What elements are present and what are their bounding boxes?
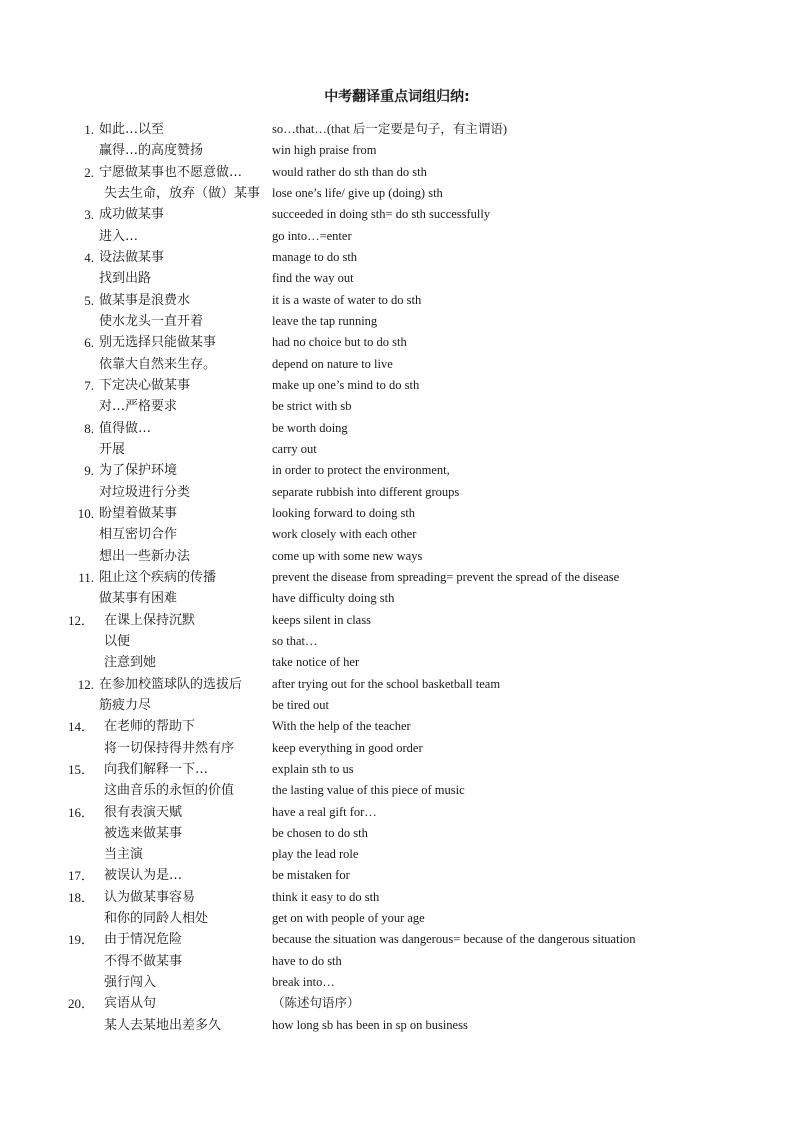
- chinese-phrase: 和你的同龄人相处: [104, 911, 209, 927]
- english-translation: have to do sth: [272, 953, 342, 968]
- phrase-row: [0, 418, 794, 439]
- english-translation: be mistaken for: [272, 868, 350, 883]
- english-translation: depend on nature to live: [272, 356, 393, 371]
- chinese-phrase: 某人去某地出差多久: [104, 1017, 222, 1033]
- phrase-row: [0, 567, 794, 588]
- english-translation: explain sth to us: [272, 761, 354, 776]
- english-translation: win high praise from: [272, 143, 377, 158]
- phrase-row: [0, 674, 794, 695]
- english-translation: carry out: [272, 441, 317, 456]
- chinese-phrase: 别无选择只能做某事: [99, 335, 217, 351]
- chinese-phrase: 使水龙头一直开着: [99, 313, 204, 329]
- english-translation: come up with some new ways: [272, 548, 423, 563]
- chinese-phrase: 将一切保持得井然有序: [104, 740, 235, 756]
- item-number: 2.: [84, 164, 94, 180]
- chinese-phrase: 筋疲力尽: [99, 697, 152, 713]
- item-number: 10.: [77, 505, 94, 521]
- chinese-phrase: 值得做…: [99, 420, 152, 436]
- chinese-phrase: 认为做某事容易: [104, 889, 196, 905]
- phrase-row: [0, 439, 794, 460]
- phrase-row: [0, 780, 794, 801]
- item-number: 20．: [67, 996, 94, 1012]
- item-number: 12．: [67, 612, 94, 628]
- phrase-row: [0, 802, 794, 823]
- chinese-phrase: 阻止这个疾病的传播: [99, 569, 217, 585]
- english-translation: （陈述句语序）: [272, 996, 360, 1011]
- english-translation: succeeded in doing sth= do sth successfully: [272, 207, 491, 222]
- chinese-phrase: 依靠大自然来生存。: [99, 356, 217, 372]
- item-number: 7.: [84, 377, 94, 393]
- chinese-phrase: 成功做某事: [99, 207, 165, 223]
- chinese-phrase: 强行闯入: [104, 975, 157, 991]
- english-translation: manage to do sth: [272, 249, 358, 264]
- english-translation: so that…: [272, 633, 318, 648]
- phrase-row: [0, 162, 794, 183]
- phrase-row: [0, 865, 794, 886]
- phrase-row: [0, 140, 794, 161]
- chinese-phrase: 为了保护环境: [99, 463, 178, 479]
- chinese-phrase: 盼望着做某事: [99, 505, 178, 521]
- phrase-row: [0, 460, 794, 481]
- chinese-phrase: 由于情况危险: [104, 932, 183, 948]
- phrase-row: [0, 908, 794, 929]
- chinese-phrase: 设法做某事: [99, 249, 165, 265]
- phrase-row: [0, 311, 794, 332]
- phrase-row: [0, 247, 794, 268]
- phrase-row: [0, 588, 794, 609]
- english-translation: break into…: [272, 975, 335, 990]
- phrase-row: [0, 972, 794, 993]
- english-translation: separate rubbish into different groups: [272, 484, 460, 499]
- chinese-phrase: 失去生命，放弃（做）某事: [104, 185, 261, 201]
- item-number: 14．: [67, 719, 94, 735]
- chinese-phrase: 这曲音乐的永恒的价值: [104, 783, 235, 799]
- phrase-row: [0, 929, 794, 950]
- english-translation: find the way out: [272, 271, 354, 286]
- chinese-phrase: 被选来做某事: [104, 825, 183, 841]
- phrase-row: [0, 204, 794, 225]
- phrase-row: [0, 993, 794, 1014]
- english-translation: had no choice but to do sth: [272, 335, 407, 350]
- chinese-phrase: 做某事是浪费水: [99, 292, 191, 308]
- english-translation: With the help of the teacher: [272, 719, 411, 734]
- phrase-row: [0, 716, 794, 737]
- page-title: 中考翻译重点词组归纳:: [324, 89, 470, 105]
- item-number: 5.: [84, 292, 94, 308]
- chinese-phrase: 向我们解释一下…: [104, 761, 209, 777]
- chinese-phrase: 进入…: [99, 228, 139, 244]
- english-translation: go into…=enter: [272, 228, 352, 243]
- phrase-row: [0, 844, 794, 865]
- phrase-row: [0, 332, 794, 353]
- phrase-row: [0, 375, 794, 396]
- english-translation: because the situation was dangerous= because of the dangerous situation: [272, 932, 636, 947]
- chinese-phrase: 宾语从句: [104, 996, 157, 1012]
- phrase-row: [0, 119, 794, 140]
- chinese-phrase: 宁愿做某事也不愿意做…: [99, 164, 243, 180]
- phrase-row: [0, 268, 794, 289]
- english-translation: lose one’s life/ give up (doing) sth: [272, 185, 443, 200]
- phrase-row: [0, 524, 794, 545]
- english-translation: after trying out for the school basketball team: [272, 676, 501, 691]
- chinese-phrase: 当主演: [104, 847, 144, 863]
- english-translation: in order to protect the environment,: [272, 463, 450, 478]
- english-translation: looking forward to doing sth: [272, 505, 416, 520]
- chinese-phrase: 被误认为是…: [104, 868, 183, 884]
- phrase-row: [0, 354, 794, 375]
- phrase-row: [0, 887, 794, 908]
- chinese-phrase: 在老师的帮助下: [104, 719, 196, 735]
- phrase-row: [0, 652, 794, 673]
- chinese-phrase: 下定决心做某事: [99, 377, 191, 393]
- phrase-row: [0, 1015, 794, 1036]
- item-number: 15．: [67, 761, 94, 777]
- english-translation: have difficulty doing sth: [272, 591, 395, 606]
- english-translation: prevent the disease from spreading= prevent the spread of the disease: [272, 569, 620, 584]
- english-translation: take notice of her: [272, 655, 360, 670]
- phrase-row: [0, 631, 794, 652]
- phrase-row: [0, 482, 794, 503]
- chinese-phrase: 以便: [104, 633, 131, 649]
- item-number: 1.: [84, 122, 94, 137]
- phrase-row: [0, 951, 794, 972]
- english-translation: how long sb has been in sp on business: [272, 1017, 468, 1032]
- phrase-row: [0, 610, 794, 631]
- english-translation: it is a waste of water to do sth: [272, 292, 422, 307]
- chinese-phrase: 赢得…的高度赞扬: [99, 143, 204, 159]
- english-translation: keep everything in good order: [272, 740, 423, 755]
- chinese-phrase: 开展: [99, 441, 126, 457]
- english-translation: have a real gift for…: [272, 804, 377, 819]
- phrase-row: [0, 290, 794, 311]
- chinese-phrase: 很有表演天赋: [104, 804, 183, 820]
- chinese-phrase: 如此…以至: [99, 122, 165, 137]
- item-number: 4.: [84, 249, 94, 265]
- phrase-row: [0, 226, 794, 247]
- english-translation: work closely with each other: [272, 527, 417, 542]
- phrase-row: [0, 759, 794, 780]
- item-number: 17．: [67, 868, 94, 884]
- chinese-phrase: 想出一些新办法: [99, 548, 191, 564]
- english-translation: the lasting value of this piece of music: [272, 783, 465, 798]
- chinese-phrase: 注意到她: [104, 655, 157, 671]
- english-translation: leave the tap running: [272, 313, 378, 328]
- english-translation: be tired out: [272, 697, 329, 712]
- phrase-row: [0, 503, 794, 524]
- phrase-list: [0, 119, 794, 1036]
- chinese-phrase: 在课上保持沉默: [104, 612, 196, 628]
- chinese-phrase: 在参加校篮球队的选拔后: [99, 676, 243, 692]
- phrase-row: [0, 738, 794, 759]
- english-translation: be strict with sb: [272, 399, 352, 414]
- chinese-phrase: 对垃圾进行分类: [99, 484, 191, 500]
- english-translation: would rather do sth than do sth: [272, 164, 427, 179]
- phrase-row: [0, 546, 794, 567]
- item-number: 3.: [84, 207, 94, 223]
- english-translation: think it easy to do sth: [272, 889, 380, 904]
- phrase-row: [0, 183, 794, 204]
- item-number: 16．: [67, 804, 94, 820]
- chinese-phrase: 做某事有困难: [99, 591, 178, 607]
- english-translation: be worth doing: [272, 420, 348, 435]
- english-translation: be chosen to do sth: [272, 825, 368, 840]
- english-translation: play the lead role: [272, 847, 359, 862]
- english-translation: get on with people of your age: [272, 911, 425, 926]
- chinese-phrase: 相互密切合作: [99, 527, 178, 543]
- item-number: 11.: [78, 569, 94, 585]
- item-number: 12.: [77, 676, 94, 692]
- chinese-phrase: 对…严格要求: [99, 399, 178, 415]
- item-number: 19．: [67, 932, 94, 948]
- chinese-phrase: 找到出路: [99, 271, 152, 287]
- chinese-phrase: 不得不做某事: [104, 953, 183, 969]
- english-translation: so…that…(that 后一定要是句子，有主谓语): [272, 122, 508, 136]
- item-number: 9.: [84, 463, 94, 479]
- item-number: 6.: [84, 335, 94, 351]
- phrase-row: [0, 823, 794, 844]
- item-number: 8.: [84, 420, 94, 436]
- phrase-row: [0, 396, 794, 417]
- item-number: 18．: [67, 889, 94, 905]
- phrase-row: [0, 695, 794, 716]
- english-translation: make up one’s mind to do sth: [272, 377, 420, 392]
- english-translation: keeps silent in class: [272, 612, 371, 627]
